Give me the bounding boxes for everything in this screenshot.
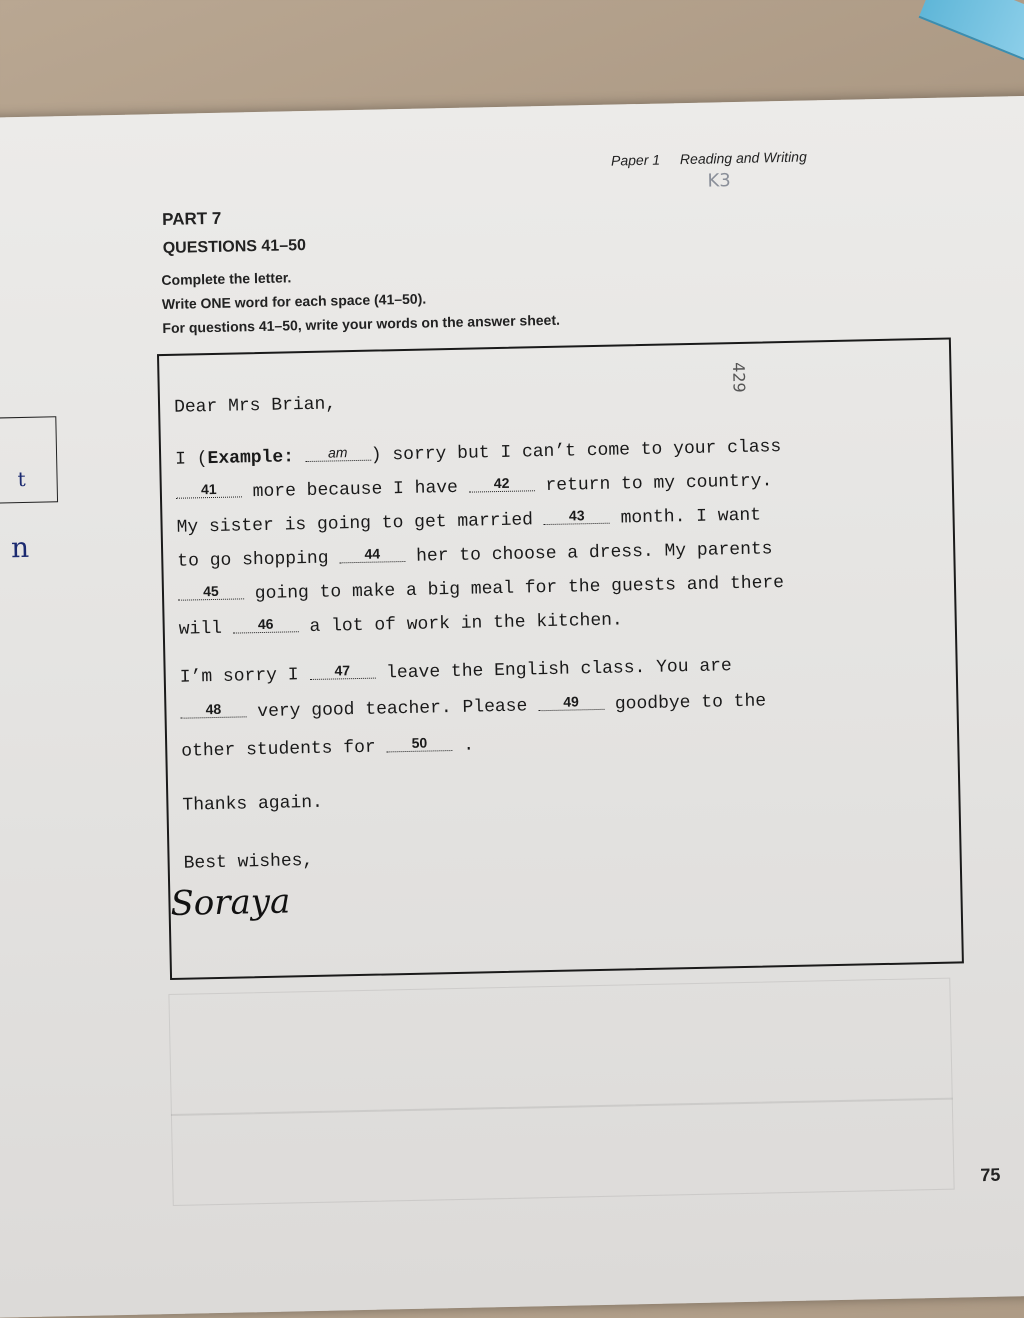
example-blank: am — [305, 444, 371, 462]
paper-label: Paper 1 — [610, 151, 661, 169]
blank-49: 49 — [538, 693, 604, 711]
page-number: 75 — [980, 1164, 1001, 1186]
letter-line-2: 41 more because I have 42 return to my country. — [176, 469, 773, 503]
letter-thanks: Thanks again. — [182, 792, 324, 816]
part-title: PART 7 — [161, 208, 222, 229]
letter-line-8: 48 very good teacher. Please 49 goodbye to the — [180, 689, 766, 723]
blank-47: 47 — [309, 662, 375, 680]
margin-answer-box — [0, 416, 58, 503]
side-number: 429 — [729, 361, 749, 393]
bleed-through-table — [168, 978, 952, 1116]
instruction-2: Write ONE word for each space (41–50). — [161, 290, 427, 313]
example-label: Example: — [207, 447, 295, 470]
blank-50: 50 — [386, 734, 452, 752]
letter-greeting: Dear Mrs Brian, — [173, 394, 337, 418]
blank-45: 45 — [178, 582, 244, 600]
letter-line-6: will 46 a lot of work in the kitchen. — [178, 610, 623, 640]
blank-44: 44 — [339, 545, 405, 563]
margin-handwriting-n: n — [10, 530, 30, 565]
questions-title: QUESTIONS 41–50 — [162, 236, 307, 257]
section-label: Reading and Writing — [679, 148, 807, 168]
blank-43: 43 — [544, 507, 610, 525]
margin-handwriting-t: t — [17, 466, 26, 492]
instruction-3: For questions 41–50, write your words on the answer sheet. — [162, 311, 561, 337]
letter-line-5: 45 going to make a big meal for the guests and there — [178, 571, 784, 606]
instruction-1: Complete the letter. — [161, 269, 292, 289]
handwritten-note: K3 — [707, 170, 731, 192]
ruler — [919, 0, 1024, 63]
blank-46: 46 — [233, 615, 299, 633]
letter-line-7: I’m sorry I 47 leave the English class. You are — [179, 656, 732, 688]
worksheet-page — [0, 95, 1024, 1318]
letter-line-1: I (Example: am ) sorry but I can’t come to your class — [174, 437, 782, 470]
letter-line-3: My sister is going to get married 43 month. I want — [176, 505, 762, 538]
blank-42: 42 — [468, 474, 534, 492]
letter-closing: Best wishes, — [183, 850, 314, 874]
blank-41: 41 — [176, 480, 242, 498]
bleed-through-table-row — [171, 1098, 955, 1206]
letter-line-9: other students for 50 . — [181, 734, 475, 762]
page-header — [611, 148, 823, 168]
blank-48: 48 — [180, 700, 246, 718]
letter-box — [157, 338, 964, 980]
signature: Soraya — [170, 881, 291, 924]
letter-line-4: to go shopping 44 her to choose a dress. My parents — [177, 539, 773, 572]
